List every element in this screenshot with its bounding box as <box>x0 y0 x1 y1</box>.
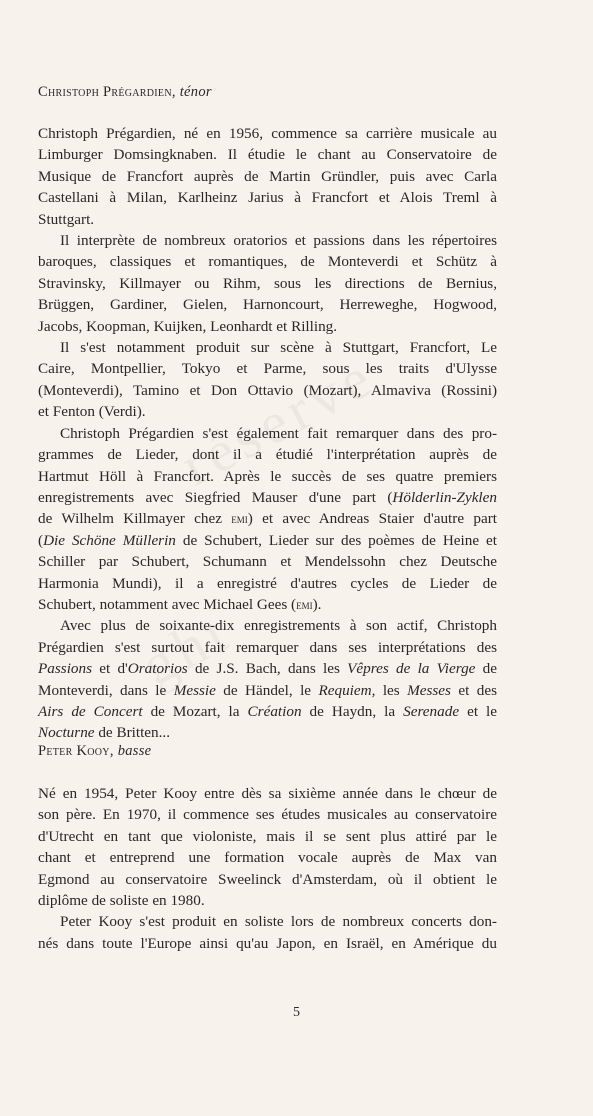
text-run: enregistrements avec Siegfried Mauser d'une part ( <box>38 488 393 506</box>
text-line <box>38 594 497 615</box>
text-run: et le <box>459 702 497 720</box>
text-line <box>38 530 497 551</box>
text-line: nés dans toute l'Europe ainsi qu'au Japon, en Israël, en Amérique du <box>38 934 497 952</box>
text-line: Hartmut Höll à Francfort. Après le succès de ses quatre premiers <box>38 467 497 485</box>
paragraph <box>38 337 497 423</box>
text-line: (Monteverdi), Tamino et Don Ottavio (Mozart), Almaviva (Rossini) <box>38 381 497 399</box>
work-title: Hölderlin-Zyklen <box>392 488 497 506</box>
text-run: ). <box>312 595 322 613</box>
section-heading-kooy <box>38 743 151 760</box>
text-line: Il s'est notamment produit sur scène à Stuttgart, Francfort, Le <box>60 339 497 357</box>
text-line <box>38 658 497 679</box>
singer-name: Christoph Prégardien, <box>38 84 176 100</box>
text-line: Prégardien s'est surtout fait remarquer dans ses interprétations des <box>38 638 497 656</box>
paragraph <box>38 123 497 230</box>
work-title: Airs de Concert <box>38 702 143 720</box>
paragraph <box>38 230 497 337</box>
text-line: grammes de Lieder, dont il a étudié l'interprétation auprès de <box>38 446 497 464</box>
text-run: de Händel, le <box>215 681 319 699</box>
text-line: Stuttgart. <box>38 210 95 228</box>
work-title: Die Schöne Müllerin <box>43 531 176 549</box>
text-line: Jacobs, Koopman, Kuijken, Leonhardt et Rilling. <box>38 317 338 335</box>
text-run: de Wilhelm Killmayer chez <box>38 510 232 528</box>
text-line <box>38 680 497 701</box>
text-line: baroques, classiques et romantiques, de Monteverdi et Schütz à <box>38 253 497 271</box>
label-name: emi <box>231 511 248 527</box>
text-run: de Schubert, Lieder sur des poèmes de Heine et <box>175 531 497 549</box>
work-title: Messes <box>407 681 451 699</box>
work-title: Requiem, <box>318 681 376 699</box>
biography-pregardien <box>38 123 497 744</box>
text-line: et Fenton (Verdi). <box>38 403 146 421</box>
text-line: Né en 1954, Peter Kooy entre dès sa sixième année dans le chœur de <box>38 785 497 802</box>
text-run: de Britten... <box>94 724 171 742</box>
biography-kooy <box>38 783 497 954</box>
text-line: Il interprète de nombreux oratorios et passions dans les répertoires <box>60 232 497 250</box>
text-line: son père. En 1970, il commence ses études musicales au conservatoire <box>38 806 497 824</box>
text-line: Musique de Francfort auprès de Martin Gründler, puis avec Carla <box>38 167 497 185</box>
text-line <box>38 508 497 529</box>
work-title: Messie <box>173 681 216 699</box>
voice-type: ténor <box>179 84 212 100</box>
paragraph <box>38 911 497 954</box>
text-line: Schiller par Schubert, Schumann et Mendelssohn chez Deutsche <box>38 553 497 571</box>
work-title: Création <box>247 702 302 720</box>
text-line: Castellani à Milan, Karlheinz Jarius à Francfort et Alois Treml à <box>38 189 497 207</box>
text-line: diplôme de soliste en 1980. <box>38 892 205 910</box>
text-run: Schubert, notamment avec Michael Gees ( <box>38 595 297 613</box>
text-line: d'Utrecht en tant que violoniste, mais il se sent plus attiré par le <box>38 827 497 845</box>
work-title: Oratorios <box>127 660 188 678</box>
work-title: Vêpres de la Vierge <box>347 660 476 678</box>
text-line: Limburger Domsingknaben. Il étudie le chant au Conservatoire de <box>38 146 497 164</box>
text-line: chant et entreprend une formation vocale auprès de Max van <box>38 849 497 867</box>
text-line: Brüggen, Gardiner, Gielen, Harnoncourt, Herreweghe, Hogwood, <box>38 296 497 314</box>
text-line: Peter Kooy s'est produit en soliste lors de nombreux concerts don- <box>60 913 497 931</box>
text-run: et d' <box>92 660 128 678</box>
text-line <box>38 722 497 743</box>
work-title: Serenade <box>403 702 460 720</box>
work-title: Passions <box>38 660 93 678</box>
text-run: ) et avec Andreas Staier d'autre part <box>247 510 497 528</box>
section-heading-pregardien <box>38 84 212 101</box>
voice-type: basse <box>117 743 152 759</box>
paragraph <box>38 615 497 743</box>
text-line <box>38 487 497 508</box>
paragraph <box>38 423 497 616</box>
text-run: de J.S. Bach, dans les <box>187 660 348 678</box>
text-line <box>38 701 497 722</box>
text-run: de Mozart, la <box>142 702 248 720</box>
text-line: Stravinsky, Killmayer ou Rihm, sous les directions de Bernius, <box>38 274 497 292</box>
text-line: Avec plus de soixante-dix enregistrements à son actif, Christoph <box>60 617 497 635</box>
text-line: Christoph Prégardien s'est également fait remarquer dans des pro- <box>60 424 497 442</box>
text-line: Egmond au conservatoire Sweelinck d'Amsterdam, où il obtient le <box>38 870 497 888</box>
text-run: de <box>475 660 497 678</box>
singer-name: Peter Kooy, <box>38 743 114 759</box>
text-run: Monteverdi, dans le <box>38 681 174 699</box>
text-line: Christoph Prégardien, né en 1956, commence sa carrière musicale au <box>38 125 497 142</box>
label-name: emi <box>296 596 313 612</box>
text-run: ( <box>38 531 44 549</box>
work-title: Nocturne <box>38 724 95 742</box>
text-run: et des <box>450 681 497 699</box>
text-line: Caire, Montpellier, Tokyo et Parme, sous les traits d'Ulysse <box>38 360 497 378</box>
paragraph <box>38 783 497 911</box>
text-line: Harmonia Mundi), il a enregistré d'autres cycles de Lieder de <box>38 574 497 592</box>
page-number: 5 <box>293 1005 300 1020</box>
text-run: les <box>375 681 408 699</box>
text-run: de Haydn, la <box>301 702 404 720</box>
